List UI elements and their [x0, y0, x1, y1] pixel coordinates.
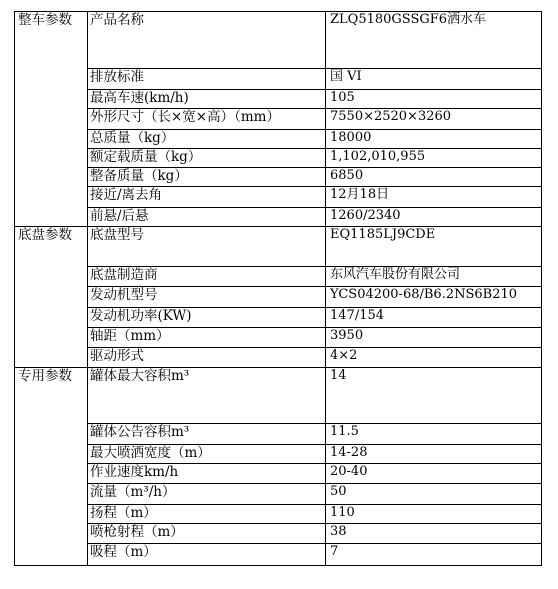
param-value: 110: [326, 505, 542, 524]
param-value: 50: [326, 484, 542, 505]
param-label: 整备质量（kg）: [88, 168, 326, 187]
param-value: 11.5: [326, 424, 542, 445]
param-value: YCS04200-68/B6.2NS6B210: [326, 287, 542, 308]
param-label: 最高车速(km/h): [88, 90, 326, 109]
param-value: 105: [326, 90, 542, 109]
spec-row: [15, 524, 542, 544]
group-name: 整车参数: [15, 12, 88, 227]
spec-row: [15, 308, 542, 328]
param-value: EQ1185LJ9CDE: [326, 227, 542, 267]
spec-row: [15, 484, 542, 505]
spec-row: [15, 187, 542, 208]
param-value: 国 VI: [326, 69, 542, 90]
param-value: 6850: [326, 168, 542, 187]
spec-row: [15, 445, 542, 464]
param-label: 排放标准: [88, 69, 326, 90]
param-label: 接近/离去角: [88, 187, 326, 208]
spec-row: [15, 149, 542, 168]
param-label: 罐体最大容积m³: [88, 368, 326, 424]
param-label: 最大喷洒宽度（m）: [88, 445, 326, 464]
param-label: 吸程（m）: [88, 544, 326, 566]
param-label: 前悬/后悬: [88, 208, 326, 227]
param-value: 1260/2340: [326, 208, 542, 227]
param-value: 147/154: [326, 308, 542, 328]
param-value: 12月18日: [326, 187, 542, 208]
param-label: 底盘制造商: [88, 267, 326, 287]
spec-row: [15, 267, 542, 287]
spec-row: [15, 368, 542, 424]
param-label: 发动机型号: [88, 287, 326, 308]
param-label: 喷枪射程（m）: [88, 524, 326, 544]
param-label: 总质量（kg）: [88, 130, 326, 149]
param-label: 流量（m³/h）: [88, 484, 326, 505]
param-value: 7550×2520×3260: [326, 109, 542, 130]
param-label: 作业速度km/h: [88, 464, 326, 484]
param-value: 东风汽车股份有限公司: [326, 267, 542, 287]
spec-row: [15, 348, 542, 368]
spec-row: [15, 168, 542, 187]
param-label: 发动机功率(KW): [88, 308, 326, 328]
spec-row: [15, 505, 542, 524]
param-label: 产品名称: [88, 12, 326, 69]
spec-row: [15, 227, 542, 267]
spec-row: [15, 130, 542, 149]
param-value: 1,102,010,955: [326, 149, 542, 168]
param-label: 扬程（m）: [88, 505, 326, 524]
param-label: 轴距（mm）: [88, 328, 326, 348]
param-value: 14-28: [326, 445, 542, 464]
spec-row: [15, 328, 542, 348]
spec-row: [15, 90, 542, 109]
param-value: 4×2: [326, 348, 542, 368]
group-name: 专用参数: [15, 368, 88, 566]
spec-row: [15, 69, 542, 90]
param-label: 额定载质量（kg）: [88, 149, 326, 168]
param-label: 外形尺寸（长×宽×高）（mm）: [88, 109, 326, 130]
spec-row: [15, 109, 542, 130]
param-value: 14: [326, 368, 542, 424]
param-label: 驱动形式: [88, 348, 326, 368]
param-value: 20-40: [326, 464, 542, 484]
param-value: 38: [326, 524, 542, 544]
spec-table: [14, 11, 542, 566]
param-label: 底盘型号: [88, 227, 326, 267]
group-name: 底盘参数: [15, 227, 88, 368]
spec-row: [15, 12, 542, 69]
param-value: 7: [326, 544, 542, 566]
param-value: 18000: [326, 130, 542, 149]
spec-row: [15, 464, 542, 484]
param-value: ZLQ5180GSSGF6洒水车: [326, 12, 542, 69]
spec-row: [15, 208, 542, 227]
spec-row: [15, 424, 542, 445]
param-label: 罐体公告容积m³: [88, 424, 326, 445]
spec-row: [15, 287, 542, 308]
spec-row: [15, 544, 542, 566]
param-value: 3950: [326, 328, 542, 348]
